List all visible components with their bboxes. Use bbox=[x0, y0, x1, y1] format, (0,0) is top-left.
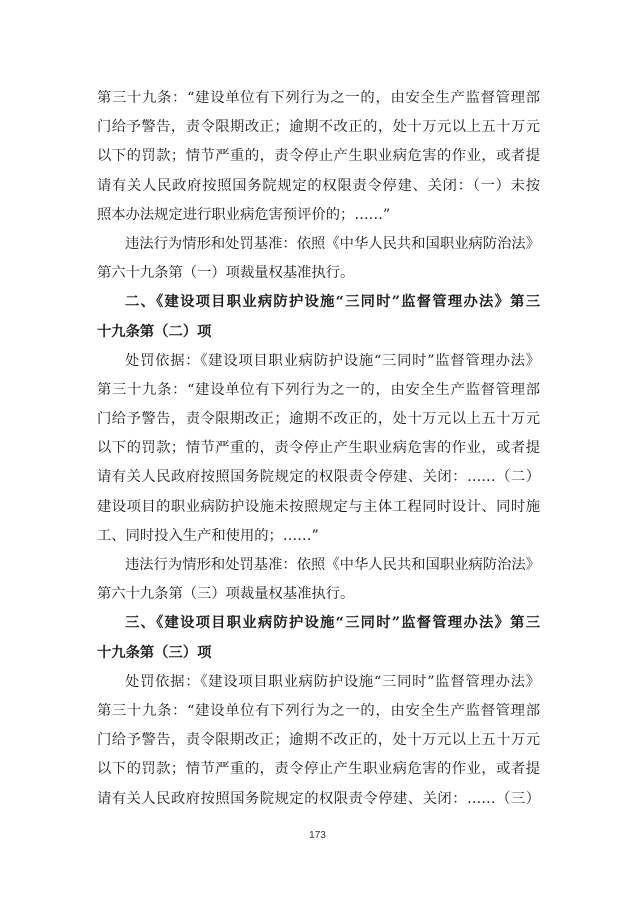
paragraph-penalty-basis bbox=[97, 668, 540, 814]
section-heading-three bbox=[97, 609, 540, 667]
text-line: 工、同时投入生产和使用的；……” bbox=[97, 527, 319, 544]
paragraph-article-39-quote bbox=[97, 84, 540, 230]
heading-line: 三、《建设项目职业病防护设施“三同时”监督管理办法》第三 bbox=[125, 615, 540, 632]
text-line: 以下的罚款；情节严重的，责令停止产生职业病危害的作业，或者提 bbox=[97, 440, 540, 457]
heading-line: 二、《建设项目职业病防护设施“三同时”监督管理办法》第三 bbox=[125, 294, 540, 311]
text-line: 以下的罚款；情节严重的，责令停止产生职业病危害的作业，或者提 bbox=[97, 761, 540, 778]
text-line: 门给予警告，责令限期改正；逾期不改正的，处十万元以上五十万元 bbox=[97, 411, 540, 428]
text-line: 请有关人民政府按照国务院规定的权限责令停建、关闭：……（二） bbox=[97, 469, 540, 486]
paragraph-penalty-benchmark bbox=[97, 551, 540, 609]
text-line: 门给予警告，责令限期改正；逾期不改正的，处十万元以上五十万元 bbox=[97, 732, 540, 749]
text-line: 第三十九条：“建设单位有下列行为之一的，由安全生产监督管理部 bbox=[97, 381, 540, 398]
text-line: 门给予警告，责令限期改正；逾期不改正的，处十万元以上五十万元 bbox=[97, 119, 540, 136]
document-body bbox=[97, 84, 540, 814]
text-line: 请有关人民政府按照国务院规定的权限责令停建、关闭：……（三） bbox=[97, 790, 540, 807]
text-line: 违法行为情形和处罚基准：依照《中华人民共和国职业病防治法》 bbox=[125, 557, 540, 573]
heading-line: 十九条第（二）项 bbox=[97, 323, 212, 340]
text-line: 违法行为情形和处罚基准：依照《中华人民共和国职业病防治法》 bbox=[125, 235, 540, 252]
page-number: 173 bbox=[309, 830, 326, 841]
section-heading-two bbox=[97, 288, 540, 346]
text-line: 第六十九条第（一）项裁量权基准执行。 bbox=[97, 265, 355, 282]
text-line: 处罚依据：《建设项目职业病防护设施“三同时”监督管理办法》 bbox=[125, 352, 540, 369]
heading-line: 十九条第（三）项 bbox=[97, 644, 212, 661]
text-line: 建设项目的职业病防护设施未按照规定与主体工程同时设计、同时施 bbox=[97, 498, 540, 515]
text-line: 第三十九条：“建设单位有下列行为之一的，由安全生产监督管理部 bbox=[97, 702, 540, 719]
text-line: 第三十九条：“建设单位有下列行为之一的，由安全生产监督管理部 bbox=[97, 90, 540, 106]
text-line: 处罚依据：《建设项目职业病防护设施“三同时”监督管理办法》 bbox=[125, 673, 540, 690]
text-line: 第六十九条第（三）项裁量权基准执行。 bbox=[97, 586, 355, 603]
text-line: 请有关人民政府按照国务院规定的权限责令停建、关闭：（一）未按 bbox=[97, 177, 540, 194]
paragraph-penalty-benchmark bbox=[97, 230, 540, 288]
text-line: 照本办法规定进行职业病危害预评价的；……” bbox=[97, 206, 391, 223]
text-line: 以下的罚款；情节严重的，责令停止产生职业病危害的作业，或者提 bbox=[97, 148, 540, 165]
paragraph-penalty-basis bbox=[97, 347, 540, 551]
